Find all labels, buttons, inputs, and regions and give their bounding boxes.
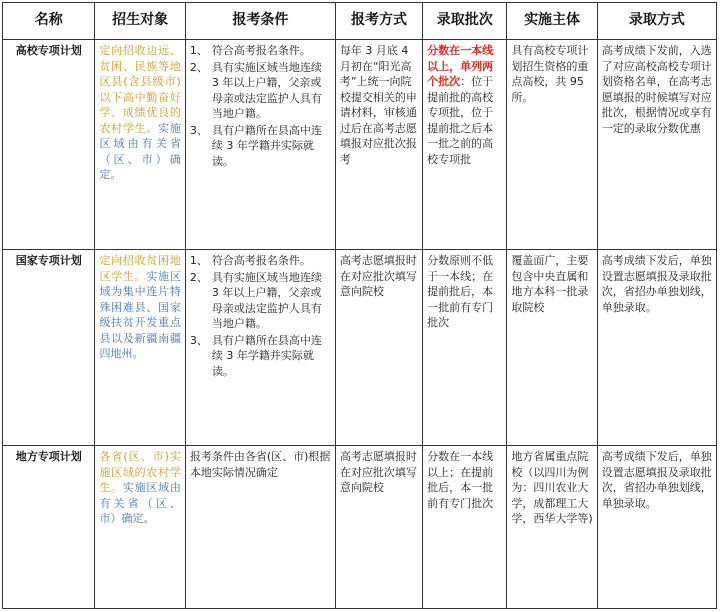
header-row (3, 3, 717, 40)
condition-number: 3、 (189, 333, 208, 347)
condition-number: 2、 (189, 270, 208, 284)
table-row (3, 446, 717, 609)
conditions-cell (185, 250, 335, 446)
target-cell (95, 446, 185, 609)
condition-text: 具有实施区域当地连续 3 年以上户籍，父亲或母亲或法定监护人具有当地户籍。 (211, 270, 322, 330)
condition-text: 符合高考报名条件。 (211, 44, 311, 57)
conditions-cell (185, 446, 335, 609)
admission-cell: 高考成绩下发前，入选了对应高校高校专项计划资格名单，在高考志愿填报的时候填写对应批次，根据情况或享有一定的录取分数优惠 (597, 40, 716, 250)
target-text: 定向招收贫困地区学生。 (99, 254, 181, 283)
table-row (3, 250, 717, 446)
condition-item (190, 123, 331, 170)
conditions-text: 报考条件由各省(区、市)根据本地实际情况确定 (189, 450, 331, 479)
target-cell (95, 250, 185, 446)
conditions-list (190, 253, 331, 379)
condition-text: 具有户籍所在县高中连续 3 年学籍并实际就读。 (211, 123, 322, 168)
condition-item (190, 60, 331, 122)
header-name: 名称 (3, 3, 95, 40)
condition-text: 符合高考报名条件。 (211, 254, 311, 267)
admission-cell: 高考成绩下发后，单独设置志愿填报及录取批次，省招办单独划线，单独录取。 (597, 250, 716, 446)
special-plans-table (2, 2, 717, 609)
header-conditions: 报考条件 (185, 3, 335, 40)
region-text: 实施区域为集中连片特殊困难县、国家级扶贫开发重点县以及新疆南疆四地州。 (99, 269, 181, 360)
condition-number: 1、 (189, 254, 208, 267)
condition-item (190, 333, 331, 380)
condition-number: 2、 (189, 60, 208, 74)
plan-name: 高校专项计划 (3, 40, 95, 250)
target-cell (95, 40, 185, 250)
admission-cell: 高考成绩下发后，单独设置志愿填报及录取批次，省招办单独划线，单独录取。 (597, 446, 716, 609)
method-cell: 高考志愿填报时在对应批次填写意向院校 (335, 250, 422, 446)
header-batch: 录取批次 (423, 3, 507, 40)
condition-item (190, 270, 331, 332)
batch-cell: 分数在一本线以上；在提前批后，本一批前有专门批次 (423, 446, 507, 609)
header-admission: 录取方式 (597, 3, 716, 40)
implementer-cell: 地方省属重点院校（以四川为例为：四川农业大学，成都理工大学，西华大学等) (507, 446, 597, 609)
batch-cell (423, 40, 507, 250)
plan-name: 地方专项计划 (3, 446, 95, 609)
implementer-cell: 覆盖面广，主要包含中央直属和地方本科一批录取院校 (507, 250, 597, 446)
region-text: 实施区域由有关省（区、市）确定。 (99, 121, 181, 181)
conditions-list (190, 43, 331, 169)
condition-number: 1、 (189, 44, 208, 57)
condition-item (190, 253, 331, 269)
conditions-cell (185, 40, 335, 250)
header-method: 报考方式 (335, 3, 422, 40)
condition-number: 3、 (189, 123, 208, 137)
method-cell: 每年 3 月底 4 月初在“阳光高考”上统一向院校提交相关的申请材料，审核通过后在高考志愿填报对应批次报考 (335, 40, 422, 250)
region-text: 实施区域由有关省（区、市）确定。 (99, 481, 181, 525)
plan-name: 国家专项计划 (3, 250, 95, 446)
condition-text: 具有实施区域当地连续 3 年以上户籍，父亲或母亲或法定监护人具有当地户籍。 (211, 60, 322, 120)
target-text: 各省(区、市)实施区域的农村学生。 (99, 450, 181, 494)
batch-cell: 分数原则不低于一本线；在提前批后，本一批前有专门批次 (423, 250, 507, 446)
implementer-cell: 具有高校专项计划招生资格的重点高校，共 95 所。 (507, 40, 597, 250)
header-target: 招生对象 (95, 3, 185, 40)
batch-text: ：位于提前批的高校专项批，位于提前批之后本一批之前的高校专项批 (427, 75, 494, 166)
batch-highlight: 分数在一本线以上，单列两个批次 (427, 44, 494, 88)
method-cell: 高考志愿填报时在对应批次填写意向院校 (335, 446, 422, 609)
target-text: 定向招收边远、贫困、民族等地区县(含县级市)以下高中勤奋好学、成绩优良的农村学生。 (99, 44, 181, 135)
table-row (3, 40, 717, 250)
condition-text: 具有户籍所在县高中连续 3 年学籍并实际就读。 (211, 333, 322, 378)
header-implementer: 实施主体 (507, 3, 597, 40)
condition-item (190, 43, 331, 59)
